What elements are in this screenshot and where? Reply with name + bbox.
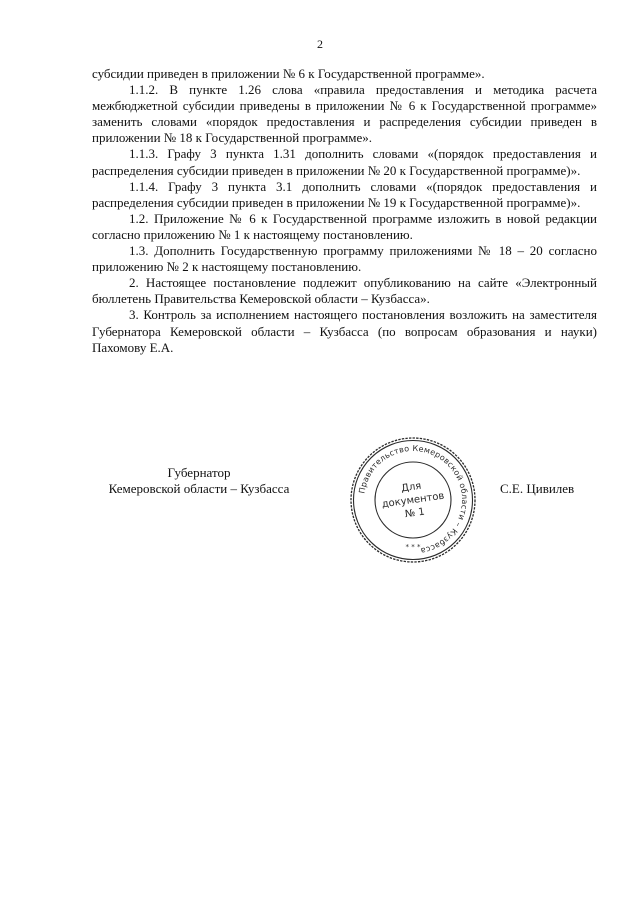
signatory-title-line-1: Губернатор [167, 465, 231, 480]
paragraph-1-3: 1.3. Дополнить Государственную программу приложениями № 18 – 20 согласно приложению № 2 к настоящему постановлению. [92, 243, 597, 275]
page-number: 2 [317, 37, 323, 51]
paragraph-1-1-2: 1.1.2. В пункте 1.26 слова «правила предоставления и методика расчета межбюджетной субсидии приведены в приложении № 6 к Государственной программе» заменить словами «порядок предоставления и распределения субсидии приведен в приложении № 18 к Государственной программе». [92, 82, 597, 146]
paragraph-3: 3. Контроль за исполнением настоящего постановления возложить на заместителя Губернатора Кемеровской области – Кузбасса (по вопросам образования и науки) Пахомову Е.А. [92, 307, 597, 355]
stamp-stars: * * * [405, 543, 421, 551]
signatory-title [89, 465, 309, 497]
stamp-ring-textpath: Правительство Кемеровской области – Кузбасса [357, 443, 470, 556]
signatory-name: С.Е. Цивилев [500, 481, 575, 496]
document-body [92, 66, 597, 356]
stamp-center-line-2: документов [381, 490, 446, 511]
paragraph-continuation: субсидии приведен в приложении № 6 к Государственной программе». [92, 66, 485, 81]
paragraph-2: 2. Настоящее постановление подлежит опубликованию на сайте «Электронный бюллетень Правительства Кемеровской области – Кузбасса». [92, 275, 597, 307]
paragraph-1-1-3: 1.1.3. Графу 3 пункта 1.31 дополнить словами «(порядок предоставления и распределения субсидии приведен в приложении № 20 к Государственной программе)». [92, 146, 597, 178]
paragraph-1-2: 1.2. Приложение № 6 к Государственной программе изложить в новой редакции согласно приложению № 1 к настоящему постановлению. [92, 210, 597, 242]
paragraph-1-1-4: 1.1.4. Графу 3 пункта 3.1 дополнить словами «(порядок предоставления и распределения субсидии приведен в приложении № 19 к Государственной программе)». [92, 178, 597, 210]
stamp-center-line-3: № 1 [404, 506, 426, 521]
official-stamp [349, 436, 477, 564]
stamp-center-line-1: Для [400, 480, 423, 495]
signatory-title-line-2: Кемеровской области – Кузбасса [108, 481, 290, 496]
